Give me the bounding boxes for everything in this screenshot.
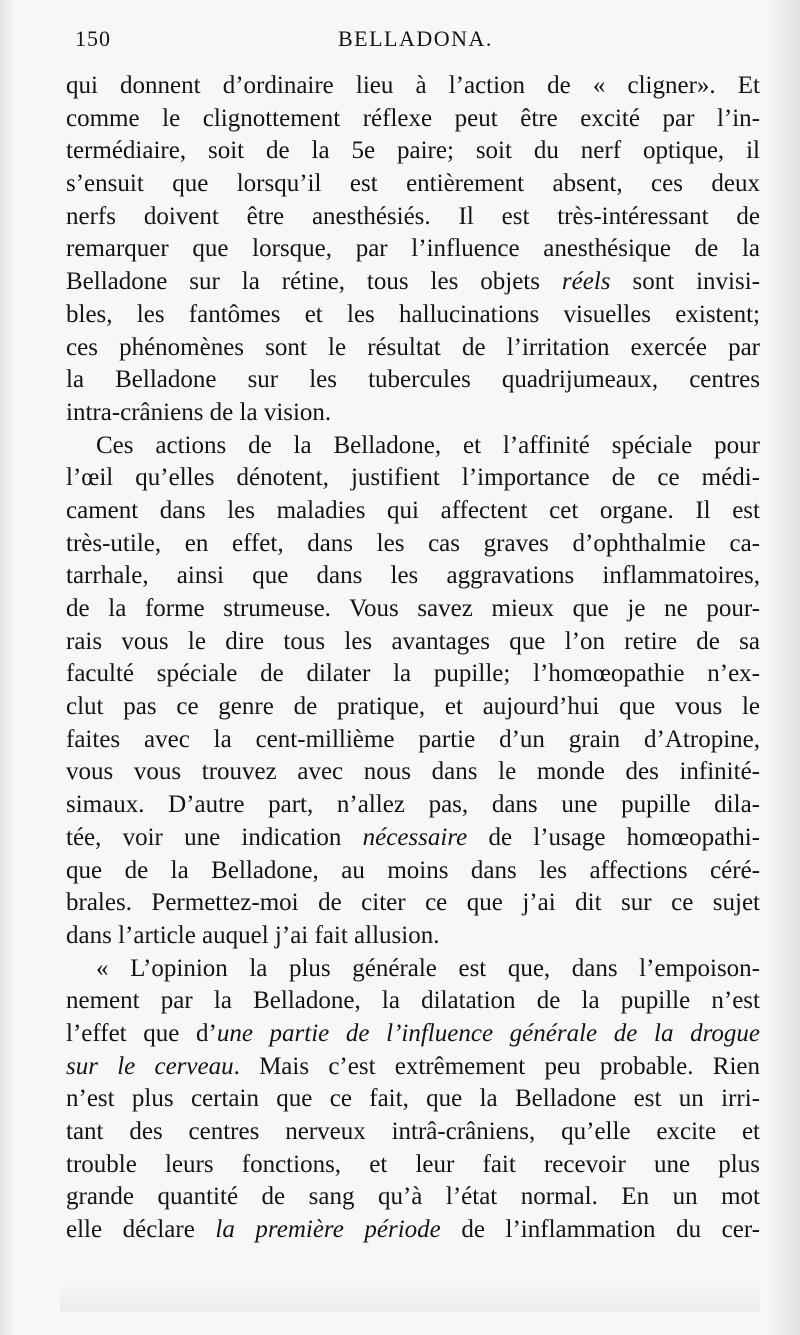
text-line: intra-crâniens de la vision. [66, 398, 332, 426]
text-line: la Belladone sur les tubercules quadrijumeaux, centres [66, 366, 760, 394]
text-line: remarquer que lorsque, par l’influence anesthésique de la [66, 235, 760, 263]
text-line: ces phénomènes sont le résultat de l’irritation exercée par [66, 333, 760, 361]
text-line: cament dans les maladies qui affectent cet organe. Il est [66, 496, 760, 524]
text-line: s’ensuit que lorsqu’il est entièrement absent, ces deux [66, 170, 760, 198]
text-line: très-utile, en effet, dans les cas graves d’ophthalmie ca- [66, 529, 760, 557]
text-line: tarrhale, ainsi que dans les aggravations inflammatoires, [66, 562, 760, 590]
italic-emphasis: nécessaire [362, 823, 468, 851]
text-line: trouble leurs fonctions, et leur fait recevoir une plus [66, 1150, 760, 1178]
text-line: nement par la Belladone, la dilatation de la pupille n’est [66, 987, 760, 1015]
bleed-through-text [60, 1282, 760, 1312]
text-line: l’effet que d’une partie de l’influence générale de la drogue [66, 1019, 760, 1047]
paragraph-start-line: Ces actions de la Belladone, et l’affinité spéciale pour [96, 431, 760, 459]
text-line: tée, voir une indication nécessaire de l’usage homœopathi- [66, 823, 760, 851]
italic-emphasis: une partie de l’influence générale de la drogue [216, 1019, 760, 1047]
italic-emphasis: réels [561, 268, 611, 296]
text-line: grande quantité de sang qu’à l’état normal. En un mot [66, 1183, 760, 1211]
text-line: comme le clignottement réflexe peut être excité par l’in- [66, 104, 760, 132]
text-line: faculté spéciale de dilater la pupille; l’homœopathie n’ex- [66, 660, 760, 688]
text-line: brales. Permettez-moi de citer ce que j’ai dit sur ce sujet [66, 889, 760, 917]
text-line: dans l’article auquel j’ai fait allusion. [66, 921, 440, 949]
text-line: tant des centres nerveux intrâ-crâniens, qu’elle excite et [66, 1118, 760, 1145]
page-edge-shadow [0, 0, 14, 1335]
text-line: que de la Belladone, au moins dans les affections céré- [66, 856, 760, 884]
italic-emphasis: sur le cerveau [66, 1052, 234, 1080]
text-line: Belladone sur la rétine, tous les objets réels sont invisi- [66, 268, 760, 296]
text-line: sur le cerveau. Mais c’est extrêmement peu probable. Rien [66, 1052, 760, 1080]
body-text [66, 70, 760, 1247]
page-header [0, 26, 800, 62]
text-line: nerfs doivent être anesthésiés. Il est très-intéressant de [66, 202, 760, 230]
text-line: faites avec la cent-millième partie d’un grain d’Atropine, [66, 725, 760, 753]
text-line: elle déclare la première période de l’inflammation du cer- [66, 1216, 760, 1244]
italic-emphasis: la première période [215, 1216, 441, 1244]
text-line: vous vous trouvez avec nous dans le monde des infinité- [66, 758, 760, 786]
text-line: rais vous le dire tous les avantages que l’on retire de sa [66, 627, 760, 655]
text-line: simaux. D’autre part, n’allez pas, dans une pupille dila- [66, 791, 760, 819]
text-line: de la forme strumeuse. Vous savez mieux que je ne pour- [66, 595, 760, 622]
page-number: 150 [75, 26, 111, 51]
paragraph-start-line: « L’opinion la plus générale est que, dans l’empoison- [96, 954, 760, 982]
text-line: bles, les fantômes et les hallucinations visuelles existent; [66, 300, 760, 328]
page-gutter-shadow [768, 0, 800, 1335]
running-head: BELLADONA. [338, 26, 493, 51]
text-line: termédiaire, soit de la 5e paire; soit du nerf optique, il [66, 137, 760, 165]
text-line: clut pas ce genre de pratique, et aujourd’hui que vous le [66, 693, 760, 721]
text-line: qui donnent d’ordinaire lieu à l’action de « cligner». Et [66, 72, 760, 99]
text-line: l’œil qu’elles dénotent, justifient l’importance de ce médi- [66, 464, 760, 492]
text-line: n’est plus certain que ce fait, que la Belladone est un irri- [66, 1085, 760, 1113]
